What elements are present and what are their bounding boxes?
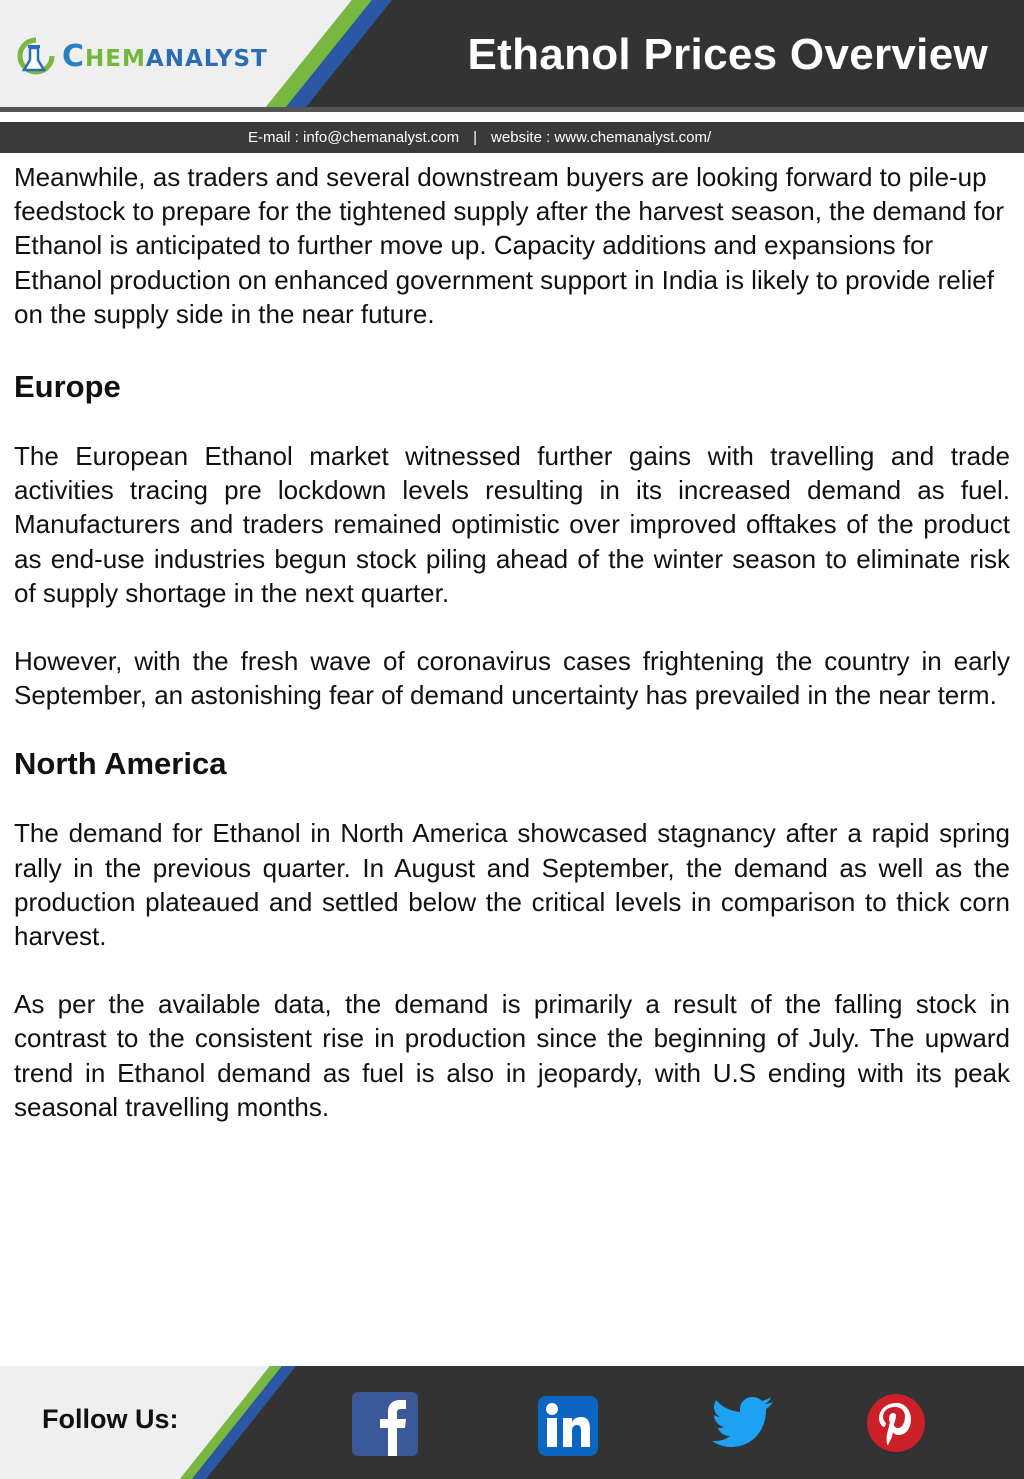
intro-paragraph: Meanwhile, as traders and several downstream buyers are looking forward to pile-up feedstock to prepare for the tightened supply after the harvest season, the demand for Ethanol is anticipated to further move up. Capacity additions and expansions for Ethanol production on enhanced government support in India is likely to provide relief on the supply side in the near future. [14, 162, 1005, 329]
contact-separator: | [473, 129, 478, 146]
article-body [14, 160, 1010, 1124]
north-america-paragraph-2: As per the available data, the demand is primarily a result of the falling stock in contrast to the consistent rise in production since the beginning of July. The upward trend in Ethanol demand as fuel is also in jeopardy, with U.S ending with its peak seasonal travelling months. [14, 989, 1010, 1122]
chemanalyst-logo[interactable] [14, 30, 268, 82]
logo-wordmark: CHEMANALYST [62, 38, 268, 74]
europe-paragraph-1: The European Ethanol market witnessed further gains with travelling and trade activities tracing pre lockdown levels resulting in its increased demand as fuel. Manufacturers and traders remained optimistic over improved offtakes of the product as end-use industries begun stock piling ahead of the winter season to eliminate risk of supply shortage in the next quarter. [14, 441, 1010, 608]
europe-paragraph-2: However, with the fresh wave of coronavirus cases frightening the country in early September, an astonishing fear of demand uncertainty has prevailed in the near term. [14, 646, 1010, 711]
twitter-icon[interactable] [712, 1396, 774, 1448]
page-header [0, 0, 1024, 112]
contact-bar [0, 122, 1024, 153]
page-title: Ethanol Prices Overview [467, 30, 988, 79]
follow-us-label: Follow Us: [42, 1404, 179, 1434]
pinterest-icon[interactable] [866, 1393, 926, 1453]
europe-heading: Europe [14, 369, 121, 405]
website-link[interactable]: website : www.chemanalyst.com/ [491, 129, 712, 146]
north-america-paragraph-1: The demand for Ethanol in North America showcased stagnancy after a rapid spring rally in the previous quarter. In August and September, the demand as well as the production plateaued and settled below the critical levels in comparison to thick corn harvest. [14, 818, 1010, 952]
linkedin-icon[interactable] [538, 1396, 598, 1456]
page-footer [0, 1366, 1024, 1479]
facebook-icon[interactable] [352, 1392, 418, 1456]
email-link[interactable]: E-mail : info@chemanalyst.com [248, 129, 460, 146]
flask-logo-icon [14, 34, 58, 78]
north-america-heading: North America [14, 746, 227, 782]
